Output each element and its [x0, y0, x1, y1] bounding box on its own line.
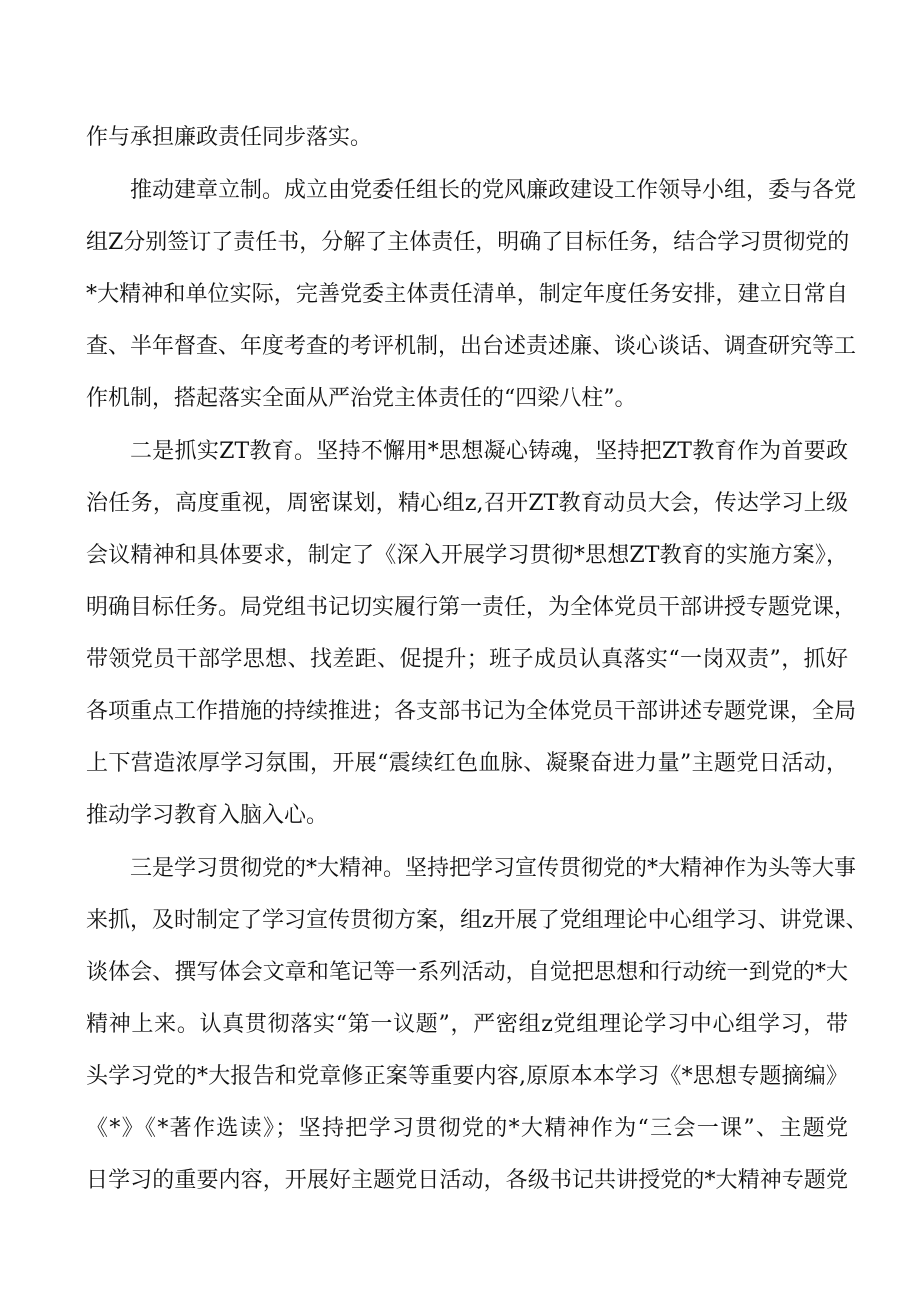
text-line: 明确目标任务。局党组书记切实履行第一责任，为全体党员干部讲授专题党课，	[86, 595, 857, 620]
text-line: 各项重点工作措施的持续推进；各支部书记为全体党员干部讲述专题党课，全局	[86, 699, 857, 724]
text-line: 带领党员干部学思想、找差距、促提升；班子成员认真落实“一岗双责”，抓好	[86, 647, 848, 672]
text-line: 会议精神和具体要求，制定了《深入开展学习贯彻*思想ZT教育的实施方案》，	[86, 543, 848, 568]
text-line: 作机制，搭起落实全面从严治党主体责任的“四梁八柱”。	[86, 386, 637, 411]
text-line: *大精神和单位实际，完善党委主体责任清单，制定年度任务安排，建立日常自	[86, 282, 848, 307]
text-line: 精神上来。认真贯彻落实“第一议题”，严密组z党组理论学习中心组学习，带	[86, 1012, 848, 1037]
text-line: 头学习党的*大报告和党章修正案等重要内容,原原本本学习《*思想专题摘编》	[86, 1064, 848, 1089]
text-line: 治任务，高度重视，周密谋划，精心组z,召开ZT教育动员大会，传达学习上级	[86, 491, 848, 516]
text-line: 日学习的重要内容，开展好主题党日活动，各级书记共讲授党的*大精神专题党	[86, 1168, 848, 1193]
paragraph-first-line: 二是抓实ZT教育。坚持不懈用*思想凝心铸魂，坚持把ZT教育作为首要政	[130, 439, 848, 464]
text-line: 组Z分别签订了责任书，分解了主体责任，明确了目标任务，结合学习贯彻党的	[86, 230, 850, 255]
paragraph-first-line: 三是学习贯彻党的*大精神。坚持把学习宣传贯彻党的*大精神作为头等大事	[130, 856, 857, 881]
text-line: 查、半年督查、年度考查的考评机制，出台述责述廉、谈心谈话、调查研究等工	[86, 334, 857, 359]
text-line: 《*》《*著作选读》；坚持把学习贯彻党的*大精神作为“三会一课”、主题党	[86, 1116, 848, 1141]
text-line: 来抓，及时制定了学习宣传贯彻方案，组z开展了党组理论中心组学习、讲党课、	[86, 908, 868, 933]
text-line: 上下营造浓厚学习氛围，开展“震续红色血脉、凝聚奋进力量”主题党日活动，	[86, 751, 848, 776]
text-line: 谈体会、撰写体会文章和笔记等一系列活动，自觉把思想和行动统一到党的*大	[86, 960, 848, 985]
text-line: 作与承担廉政责任同步落实。	[86, 125, 373, 150]
text-line: 推动学习教育入脑入心。	[86, 803, 329, 828]
paragraph-first-line: 推动建章立制。成立由党委任组长的党风廉政建设工作领导小组，委与各党	[130, 178, 857, 203]
